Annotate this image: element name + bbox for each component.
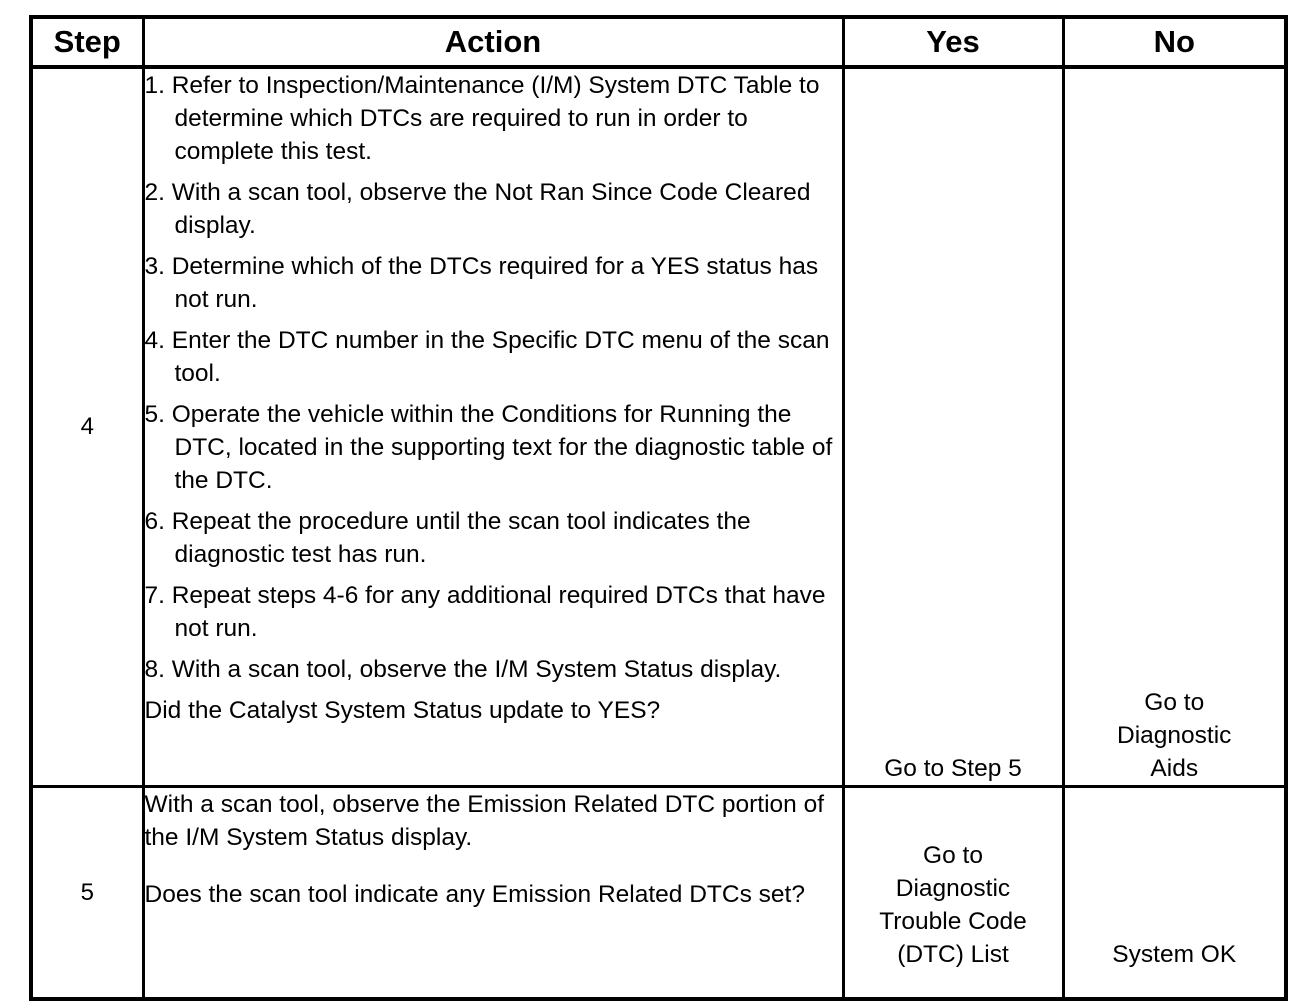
- step-number: 5: [31, 787, 143, 1000]
- action-step: 2. With a scan tool, observe the Not Ran Since Code Cleared display.: [144, 179, 811, 239]
- yes-outcome: Go to Diagnostic Trouble Code (DTC) List: [843, 787, 1063, 1000]
- action-step: 3. Determine which of the DTCs required for a YES status has not run.: [144, 253, 819, 313]
- table-row-step-4: [31, 67, 1286, 787]
- no-outcome: Go to Diagnostic Aids: [1063, 67, 1286, 787]
- header-row: [31, 17, 1286, 67]
- header-action: Action: [143, 17, 843, 67]
- action-question: Does the scan tool indicate any Emission Related DTCs set?: [144, 881, 805, 908]
- no-outcome: System OK: [1063, 787, 1286, 1000]
- action-step: 7. Repeat steps 4-6 for any additional required DTCs that have not run.: [144, 582, 826, 642]
- header-no: No: [1063, 17, 1286, 67]
- action-cell: [143, 67, 843, 787]
- diagnostic-table: [29, 15, 1288, 1001]
- step-number: 4: [31, 67, 143, 787]
- action-instruction: With a scan tool, observe the Emission Related DTC portion of the I/M System Status display.: [144, 791, 825, 851]
- action-step: 6. Repeat the procedure until the scan tool indicates the diagnostic test has run.: [144, 508, 751, 568]
- action-step: 1. Refer to Inspection/Maintenance (I/M) System DTC Table to determine which DTCs are required to run in order to complete this test.: [144, 72, 820, 165]
- action-steps-list: [145, 69, 842, 686]
- action-cell: [143, 787, 843, 1000]
- yes-outcome: Go to Step 5: [843, 67, 1063, 787]
- action-question: Did the Catalyst System Status update to YES?: [144, 697, 661, 724]
- header-step: Step: [31, 17, 143, 67]
- action-step: 4. Enter the DTC number in the Specific DTC menu of the scan tool.: [144, 327, 830, 387]
- header-yes: Yes: [843, 17, 1063, 67]
- action-step: 8. With a scan tool, observe the I/M System Status display.: [144, 656, 782, 683]
- table-row-step-5: [31, 787, 1286, 1000]
- action-step: 5. Operate the vehicle within the Conditions for Running the DTC, located in the supporting text for the diagnostic table of the DTC.: [144, 401, 833, 494]
